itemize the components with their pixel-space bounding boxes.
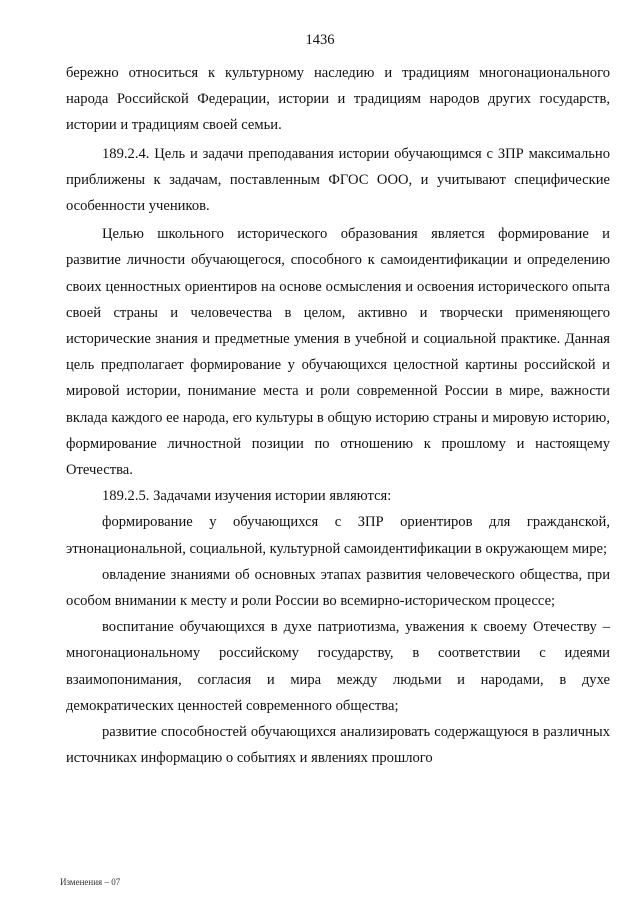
paragraph-continuation: бережно относиться к культурному наследию и традициям многонационального народа Российской Федерации, истории и традициям народов других государств, истории и традициям своей семьи. bbox=[66, 65, 610, 134]
page-number: 1436 bbox=[305, 32, 335, 48]
list-item-formation: формирование у обучающихся с ЗПР ориентиров для гражданской, этнонациональной, социальной, культурной самоидентификации в окружающем мире; bbox=[66, 514, 610, 557]
list-item-upbringing: воспитание обучающихся в духе патриотизма, уважения к своему Отечеству – многонациональному российскому государству, в соответствии с идеями взаимопонимания, согласия и мира между людьми и народами, в духе демократических ценностей современного общества; bbox=[66, 619, 610, 714]
footer-note: Изменения – 07 bbox=[60, 877, 121, 887]
list-item-knowledge: овладение знаниями об основных этапах развития человеческого общества, при особом внимании к месту и роли России во всемирно-историческом процессе; bbox=[66, 566, 610, 610]
paragraph-goal: Целью школьного исторического образования является формирование и развитие личности обучающегося, способного к самоидентификации и определению своих ценностных ориентиров на основе осмысления и освоения исторического опыта своей страны и человечества в целом, активно и творчески применяющего исторические знания и предметные умения в учебной и социальной практике. Данная цель предполагает формирование у обучающихся целостной картины российской и мировой истории, понимание места и роли современной России в мире, важности вклада каждого ее народа, его культуры в общую историю страны и мировую историю, формирование личностной позиции по отношению к прошлому и настоящему Отечества. bbox=[66, 226, 610, 479]
body-text bbox=[66, 60, 610, 771]
list-item-development: развитие способностей обучающихся анализировать содержащуюся в различных источниках информацию о событиях и явлениях прошлого bbox=[66, 724, 610, 767]
paragraph-section-189-2-4: 189.2.4. Цель и задачи преподавания истории обучающимся с ЗПР максимально приближены к задачам, поставленным ФГОС ООО, и учитывают специфические особенности учеников. bbox=[66, 145, 610, 215]
paragraph-section-189-2-5: 189.2.5. Задачами изучения истории являются: bbox=[102, 488, 392, 505]
